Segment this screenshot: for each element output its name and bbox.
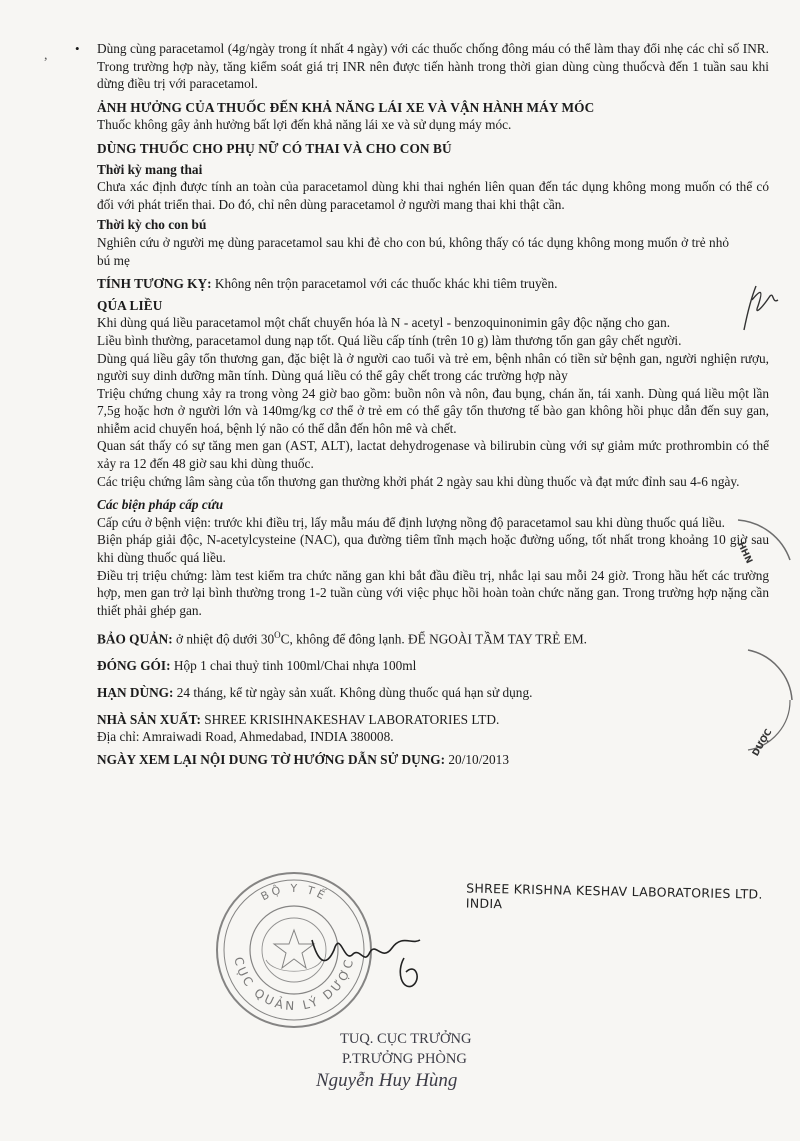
review-label: NGÀY XEM LẠI NỘI DUNG TỜ HƯỚNG DẪN SỬ DỤNG: <box>97 751 446 767</box>
emergency-paragraph: Cấp cứu ở bệnh viện: trước khi điều trị, lấy mẫu máu để định lượng nồng độ paracetamol sau khi dùng thuốc quá liều. <box>97 514 726 530</box>
review-date: 20/10/2013 <box>445 751 509 767</box>
expiry-paragraph <box>97 684 769 702</box>
ministry-seal <box>217 873 371 1027</box>
approval-line-2: P.TRƯỞNG PHÒNG <box>342 1051 467 1067</box>
bullet-icon: • <box>75 41 80 56</box>
approval-line-1: TUQ. CỤC TRƯỞNG <box>340 1031 472 1047</box>
overdose-paragraph: Liều bình thường, paracetamol dung nạp tốt. Quá liều cấp tính (trên 10 g) làm thương tổn gan gây chết người. <box>97 332 682 348</box>
margin-stamp-text: DƯỢC <box>751 727 775 759</box>
storage-label: BẢO QUẢN: <box>97 631 173 647</box>
approval-block <box>316 1029 472 1091</box>
director-signature <box>312 940 420 987</box>
incompatibility-paragraph <box>97 275 769 293</box>
document-body <box>75 40 769 768</box>
seal-top-text: BỘ Y TẾ <box>258 881 330 904</box>
manufacturer-address: Địa chỉ: Amraiwadi Road, Ahmedabad, INDIA 380008. <box>97 729 394 745</box>
pregnancy-heading: DÙNG THUỐC CHO PHỤ NỮ CÓ THAI VÀ CHO CON BÚ <box>97 140 452 156</box>
overdose-paragraph: Khi dùng quá liều paracetamol một chất chuyển hóa là N - acetyl - benzoquinonimin gây độc nặng cho gan. <box>97 315 671 331</box>
manufacturer-name: SHREE KRISIHNAKESHAV LABORATORIES LTD. <box>200 711 500 727</box>
driving-heading: ẢNH HƯỞNG CỦA THUỐC ĐẾN KHẢ NĂNG LÁI XE VÀ VẬN HÀNH MÁY MÓC <box>97 99 595 115</box>
packaging-paragraph <box>97 657 769 675</box>
manufacturer-paragraph <box>97 711 769 729</box>
company-stamp: SHREE KRISHNA KESHAV LABORATORIES LTD. INDIA <box>465 880 763 912</box>
manufacturer-label: NHÀ SẢN XUẤT: <box>97 711 201 727</box>
interactions-paragraph <box>75 40 769 93</box>
stray-mark: , <box>44 48 48 63</box>
overdose-paragraph: Quan sát thấy có sự tăng men gan (AST, ALT), lactat dehydrogenase và bilirubin cùng với sự giảm mức prothrombin có thể xảy ra 12 đến 48 giờ sau khi dùng thuốc. <box>97 438 769 472</box>
degree-sup: O <box>274 630 281 641</box>
storage-paragraph <box>97 627 769 648</box>
pregnant-text: Chưa xác định được tính an toàn của paracetamol dùng khi thai nghén liên quan đến tác dụng không mong muốn có thể có đối với phát triển thai. Do đó, chỉ nên dùng paracetamol ở người mang thai khi thật cần. <box>97 179 769 212</box>
incompatibility-text: Không nên trộn paracetamol với các thuốc khác khi tiêm truyền. <box>211 276 558 292</box>
driving-text: Thuốc không gây ảnh hưởng bất lợi đến khả năng lái xe và sử dụng máy móc. <box>97 117 512 133</box>
storage-text-after: C, không để đông lạnh. ĐỂ NGOÀI TẦM TAY TRẺ EM. <box>280 631 588 647</box>
overdose-paragraph: Triệu chứng chung xảy ra trong vòng 24 giờ bao gồm: buồn nôn và nôn, đau bụng, chán ăn, tái xanh. Dùng quá liều một lần 7,5g hoặc hơn ở người lớn và 140mg/kg cơ thể ở trẻ em có thể gây tổn thương tế bào gan không hồi phục dẫn đến suy gan, nhiễm acid chuyển hoá, bệnh lý não có thể dẫn đến hôn mê và chết. <box>97 385 769 436</box>
overdose-heading: QÚA LIỀU <box>97 297 163 313</box>
emergency-heading: Các biện pháp cấp cứu <box>97 497 224 513</box>
svg-text:CỤC QUẢN LÝ DƯỢC <box>231 956 356 1014</box>
margin-stamp-text: HHN <box>734 540 754 566</box>
seal-ring-text: CỤC QUẢN LÝ DƯỢC <box>231 955 357 1014</box>
overdose-paragraph: Các triệu chứng lâm sàng của tổn thương gan thường khởi phát 2 ngày sau khi dùng thuốc và đạt mức đỉnh sau 4-6 ngày. <box>97 473 740 489</box>
nursing-text: Nghiên cứu ở người mẹ dùng paracetamol sau khi đẻ cho con bú, không thấy có tác dụng không mong muốn ở trẻ nhỏ bú mẹ <box>97 234 729 268</box>
nursing-subheading: Thời kỳ cho con bú <box>97 217 207 233</box>
emergency-paragraph: Điều trị triệu chứng: làm test kiểm tra chức năng gan khi bắt đầu điều trị, nhắc lại sau mỗi 24 giờ. Trong hầu hết các trường hợp, men gan trở lại bình thường trong 1-2 tuần cùng với việc phục hồi hoàn toàn chức năng gan. Trong trường hợp nặng cần thiết phải ghép gan. <box>97 567 769 618</box>
approval-name: Nguyễn Huy Hùng <box>316 1070 458 1091</box>
packaging-label: ĐÓNG GÓI: <box>97 658 171 674</box>
pregnant-subheading: Thời kỳ mang thai <box>97 161 203 177</box>
review-paragraph <box>97 751 769 769</box>
incompatibility-label: TÍNH TƯƠNG KỴ: <box>97 276 212 292</box>
packaging-text: Hộp 1 chai thuỷ tinh 100ml/Chai nhựa 100ml <box>170 658 417 674</box>
svg-text:BỘ Y TẾ <box>259 882 330 903</box>
emblem-icon <box>262 918 326 982</box>
expiry-text: 24 tháng, kể từ ngày sản xuất. Không dùng thuốc quá hạn sử dụng. <box>173 685 533 701</box>
overdose-paragraph: Dùng quá liều gây tổn thương gan, đặc biệt là ở người cao tuổi và trẻ em, bệnh nhân có tiền sử bệnh gan, người nghiện rượu, người suy dinh dưỡng mãn tính. Dùng quá liều có thể gây chết trong các trường hợp này <box>97 350 769 384</box>
emergency-paragraph: Biện pháp giải độc, N-acetylcysteine (NAC), qua đường tiêm tĩnh mạch hoặc đường uống, tốt nhất trong khoảng 10 giờ sau khi dùng thuốc quá liều. <box>97 532 769 566</box>
interactions-text: Dùng cùng paracetamol (4g/ngày trong ít nhất 4 ngày) với các thuốc chống đông máu có thể làm thay đổi nhẹ các chỉ số INR. Trong trường hợp này, tăng kiểm soát giá trị INR nên được tiến hành trong thời gian dùng cùng thuốcvà đến 1 tuần sau khi dừng điều trị với paracetamol. <box>97 41 769 92</box>
expiry-label: HẠN DÙNG: <box>97 685 174 701</box>
storage-text: ở nhiệt độ dưới 30 <box>172 631 275 647</box>
